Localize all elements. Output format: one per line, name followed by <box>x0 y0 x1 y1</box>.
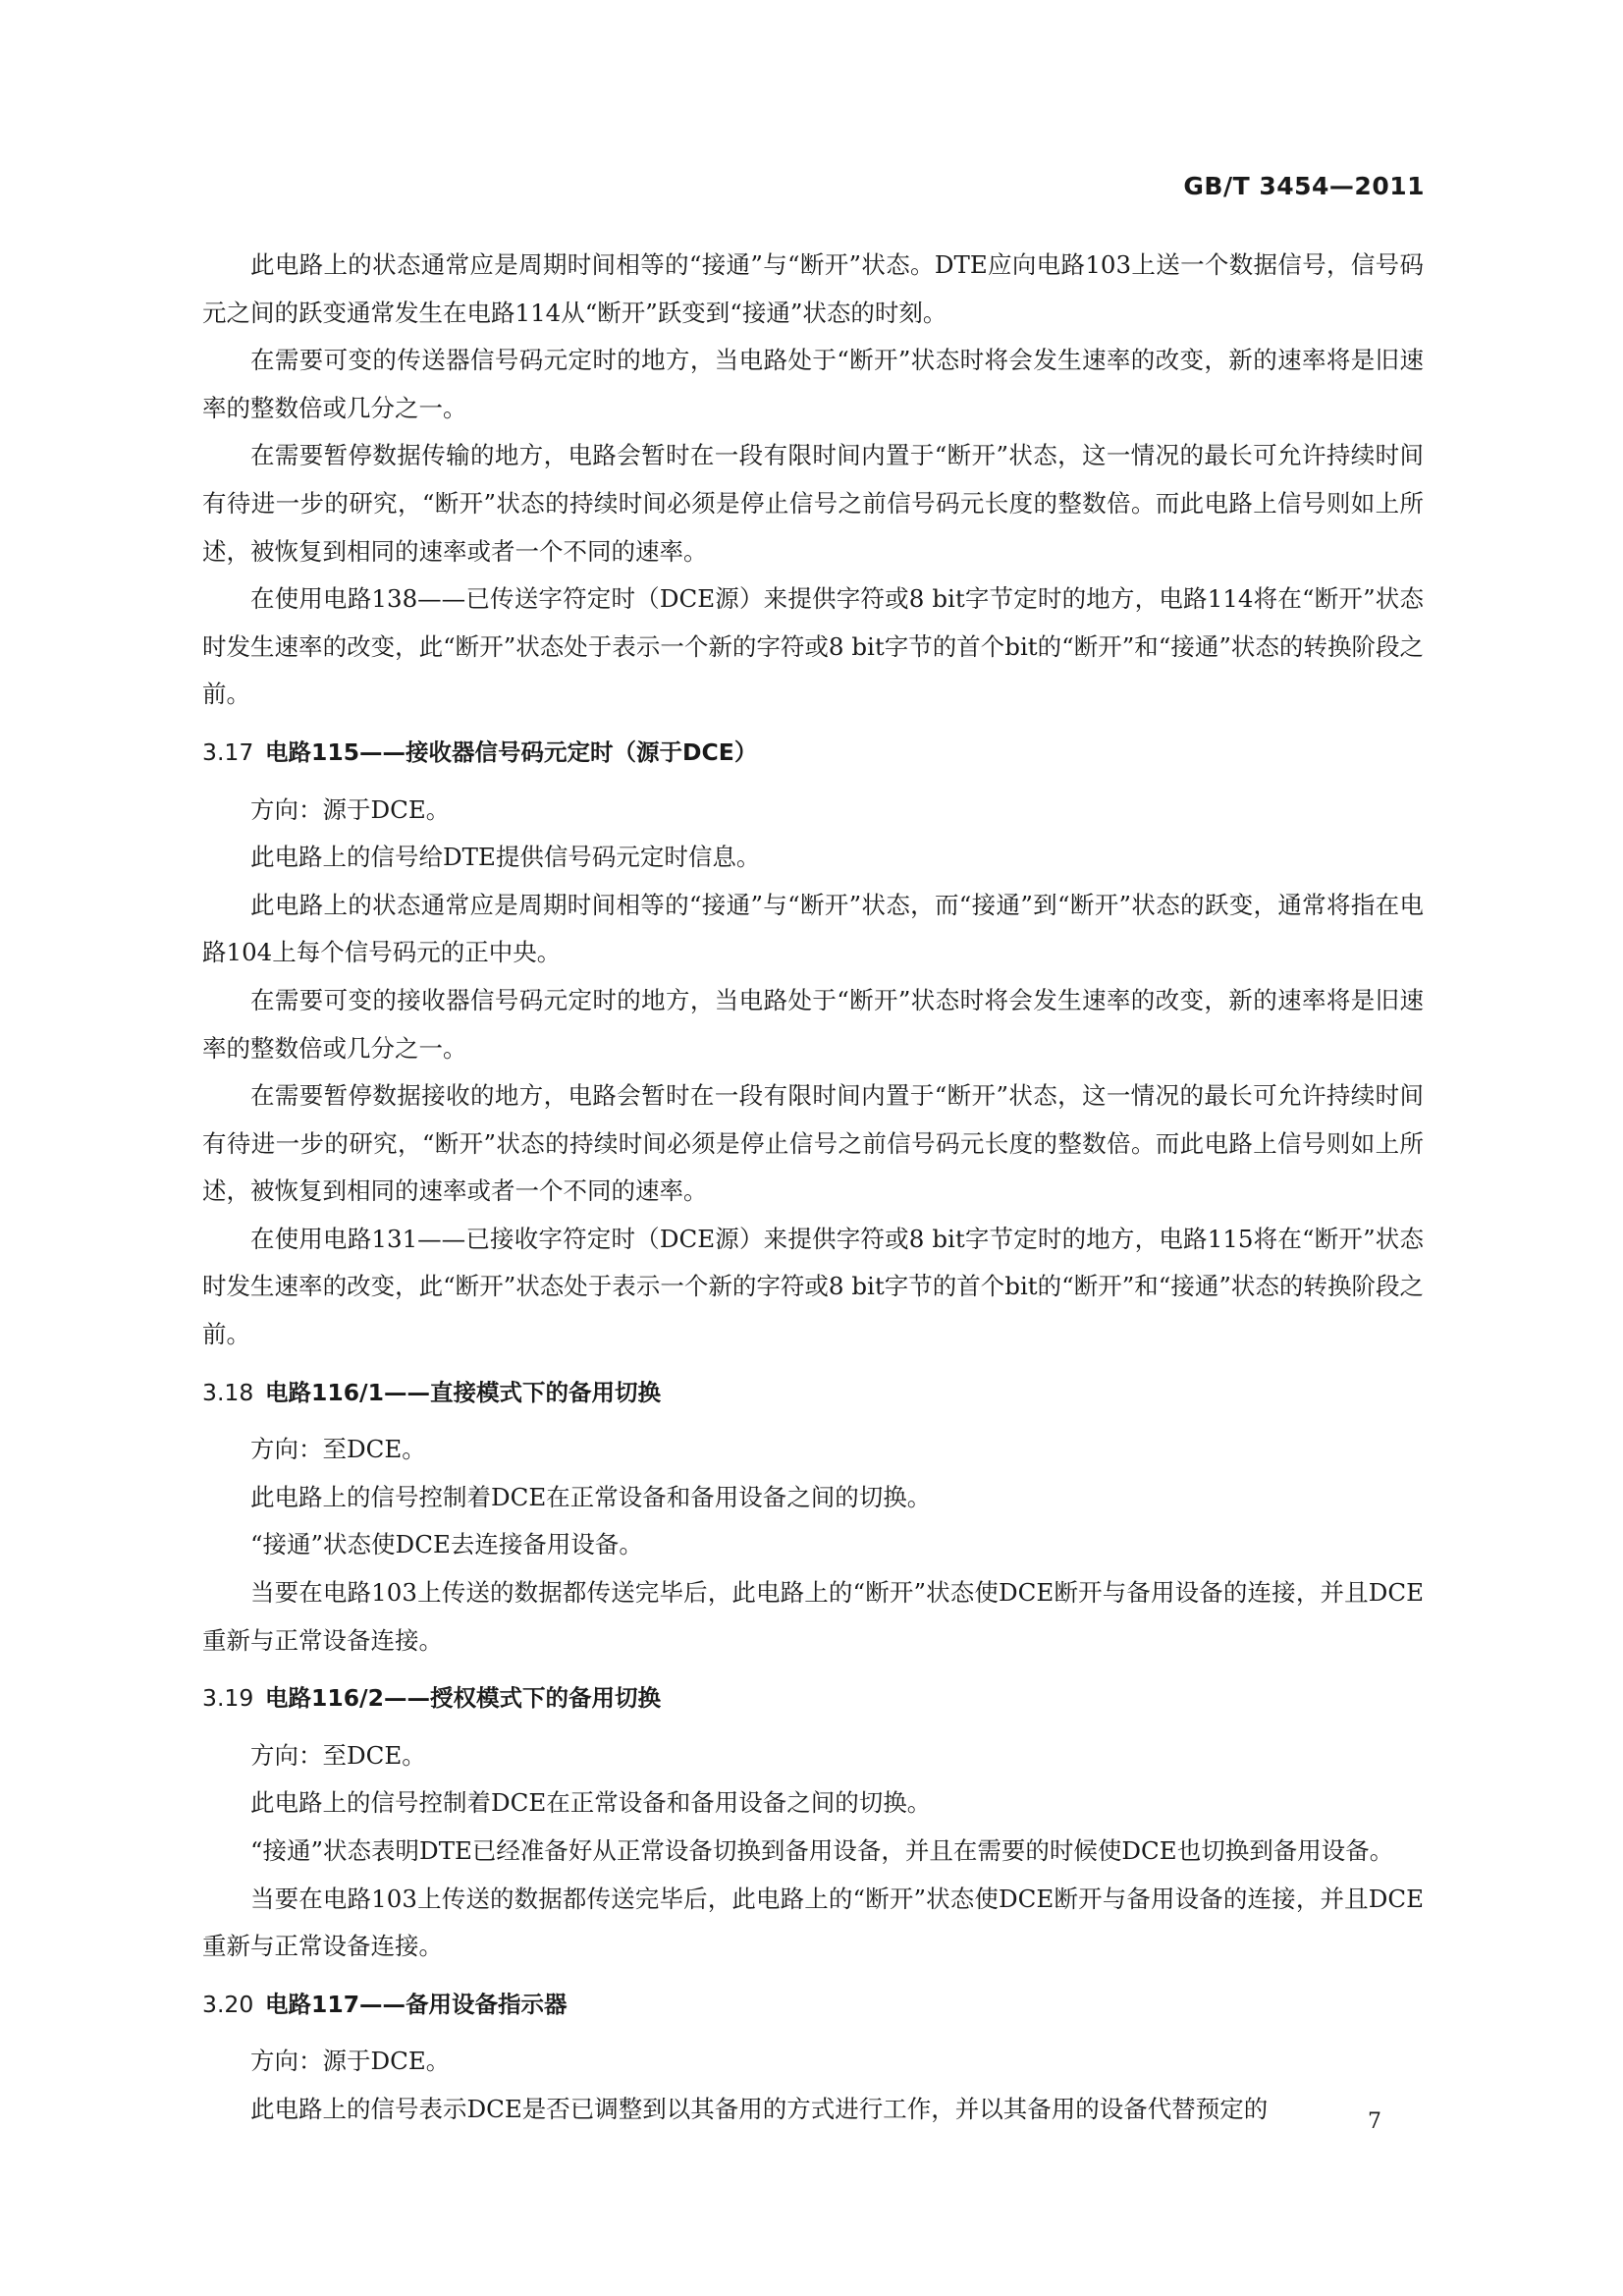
paragraph: 当要在电路103上传送的数据都传送完毕后，此电路上的“断开”状态使DCE断开与备用设备的连接，并且DCE重新与正常设备连接。 <box>202 1884 1424 1961</box>
paragraph: 此电路上的信号控制着DCE在正常设备和备用设备之间的切换。 <box>250 1482 932 1511</box>
section-heading-3-19 <box>202 1674 1424 1722</box>
section-number: 3.19 <box>202 1684 254 1713</box>
paragraph: 在需要暂停数据传输的地方，电路会暂时在一段有限时间内置于“断开”状态，这一情况的最长可允许持续时间有待进一步的研究，“断开”状态的持续时间必须是停止信号之前信号码元长度的整数倍。而此电路上信号则如上所述，被恢复到相同的速率或者一个不同的速率。 <box>202 441 1424 566</box>
paragraph: 此电路上的状态通常应是周期时间相等的“接通”与“断开”状态，而“接通”到“断开”状态的跃变，通常将指在电路104上每个信号码元的正中央。 <box>202 890 1424 967</box>
page-number: 7 <box>1368 2109 1381 2134</box>
paragraph: 在使用电路131——已接收字符定时（DCE源）来提供字符或8 bit字节定时的地方，电路115将在“断开”状态时发生速率的改变，此“断开”状态处于表示一个新的字符或8 bit字节的首个bit的“断开”和“接通”状态的转换阶段之前。 <box>202 1224 1424 1349</box>
paragraph: 方向：至DCE。 <box>250 1435 426 1464</box>
paragraph: 在需要暂停数据接收的地方，电路会暂时在一段有限时间内置于“断开”状态，这一情况的最长可允许持续时间有待进一步的研究，“断开”状态的持续时间必须是停止信号之前信号码元长度的整数倍。而此电路上信号则如上所述，被恢复到相同的速率或者一个不同的速率。 <box>202 1081 1424 1206</box>
paragraph: 当要在电路103上传送的数据都传送完毕后，此电路上的“断开”状态使DCE断开与备用设备的连接，并且DCE重新与正常设备连接。 <box>202 1578 1424 1655</box>
paragraph: 此电路上的状态通常应是周期时间相等的“接通”与“断开”状态。DTE应向电路103上送一个数据信号，信号码元之间的跃变通常发生在电路114从“断开”跃变到“接通”状态的时刻。 <box>202 250 1424 327</box>
paragraph: 此电路上的信号控制着DCE在正常设备和备用设备之间的切换。 <box>250 1788 932 1818</box>
standard-number-header: GB/T 3454—2011 <box>1183 172 1425 200</box>
paragraph: 此电路上的信号表示DCE是否已调整到以其备用的方式进行工作，并以其备用的设备代替预定的 <box>250 2094 1269 2123</box>
paragraph: 方向：源于DCE。 <box>250 794 451 824</box>
paragraph: “接通”状态使DCE去连接备用设备。 <box>250 1530 643 1559</box>
section-number: 3.18 <box>202 1378 254 1406</box>
section-title: 电路117——备用设备指示器 <box>265 1990 568 2018</box>
section-title: 电路116/1——直接模式下的备用切换 <box>265 1378 661 1406</box>
paragraph: 此电路上的信号给DTE提供信号码元定时信息。 <box>250 843 761 872</box>
section-heading-3-20 <box>202 1981 1424 2029</box>
paragraph: “接通”状态表明DTE已经准备好从正常设备切换到备用设备，并且在需要的时候使DCE也切换到备用设备。 <box>250 1836 1394 1865</box>
paragraph: 在需要可变的接收器信号码元定时的地方，当电路处于“断开”状态时将会发生速率的改变，新的速率将是旧速率的整数倍或几分之一。 <box>202 985 1424 1063</box>
section-heading-3-17 <box>202 729 1424 777</box>
section-number: 3.20 <box>202 1990 254 2018</box>
paragraph: 方向：至DCE。 <box>250 1740 426 1770</box>
section-number: 3.17 <box>202 738 254 766</box>
document-body <box>202 242 1424 2134</box>
paragraph: 在需要可变的传送器信号码元定时的地方，当电路处于“断开”状态时将会发生速率的改变，新的速率将是旧速率的整数倍或几分之一。 <box>202 346 1424 422</box>
section-title: 电路115——接收器信号码元定时（源于DCE） <box>265 738 758 766</box>
paragraph: 在使用电路138——已传送字符定时（DCE源）来提供字符或8 bit字节定时的地方，电路114将在“断开”状态时发生速率的改变，此“断开”状态处于表示一个新的字符或8 bit字节的首个bit的“断开”和“接通”状态的转换阶段之前。 <box>202 584 1424 709</box>
section-heading-3-18 <box>202 1369 1424 1417</box>
paragraph: 方向：源于DCE。 <box>250 2047 451 2076</box>
section-title: 电路116/2——授权模式下的备用切换 <box>265 1684 661 1713</box>
